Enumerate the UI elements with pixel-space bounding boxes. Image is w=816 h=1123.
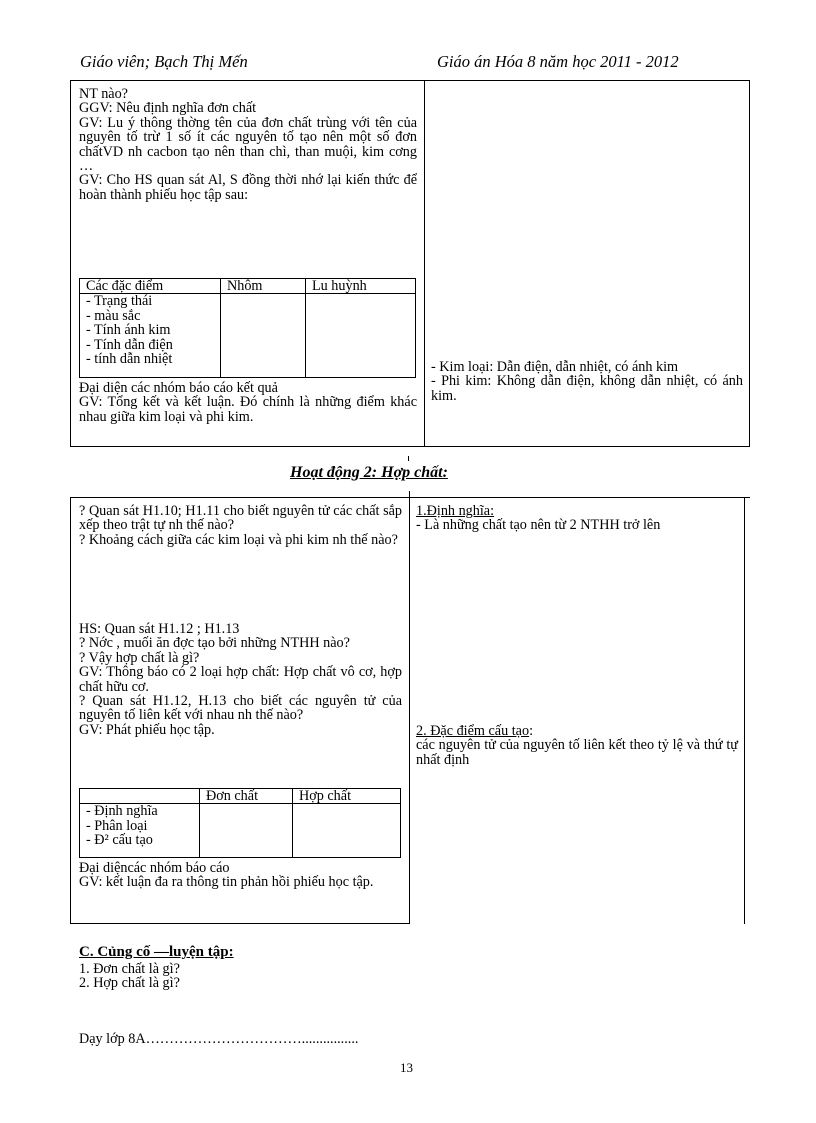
- ws2-criteria-list: [80, 804, 200, 858]
- bottom-left-line: ? Quan sát H1.12, H.13 cho biết các nguyên tử của nguyên tố liên kết với nhau nh thế nào?: [79, 693, 402, 724]
- bottom-left-line: ? Nớc , muối ăn đợc tạo bởi những NTHH nào?: [79, 635, 350, 652]
- section-2-title: Hoạt động 2: Hợp chất:: [290, 464, 448, 481]
- ws1-aluminium-cell: [221, 294, 306, 378]
- bottom-left-line: ? Khoảng cách giữa các kim loại và phi kim nh thế nào?: [79, 531, 398, 548]
- bottom-left-after-line: Đại diệncác nhóm báo cáo: [79, 860, 230, 876]
- bottom-left-after: [79, 861, 402, 890]
- top-left-after: [79, 381, 417, 424]
- ws2-header-element: Đơn chất: [200, 789, 293, 804]
- structure-heading-colon: :: [529, 723, 534, 739]
- class-line: Dạy lớp 8A……………………………................: [79, 1031, 359, 1047]
- bottom-left-cell-a: [79, 504, 402, 547]
- bottom-right-cell-struct: [416, 724, 738, 767]
- bottom-right-border: [744, 497, 745, 924]
- ws1-header-aluminium: Nhôm: [221, 279, 306, 294]
- top-right-line: - Phi kim: Không dẫn điện, không dẫn nhiệt, có ánh kim.: [431, 373, 743, 404]
- header-course: Giáo án Hóa 8 năm học 2011 - 2012: [437, 52, 679, 71]
- ws2-criterion: - Phân loại: [86, 817, 148, 834]
- bottom-left-border: [70, 497, 71, 924]
- section-c-title: C. Củng cố —luyện tập:: [79, 944, 234, 960]
- divider-tick: [408, 456, 409, 461]
- top-right-line: - Kim loại: Dẫn điện, dẫn nhiệt, có ánh kim: [431, 359, 679, 375]
- ws2-compound-cell: [293, 804, 401, 858]
- top-left-line: GV: Cho HS quan sát Al, S đồng thời nhớ lại kiến thức để hoàn thành phiếu học tập sau:: [79, 172, 417, 203]
- ws1-feature: - tính dẫn nhiệt: [86, 351, 173, 368]
- top-left-cell: [79, 87, 417, 202]
- ws1-sulfur-cell: [306, 294, 416, 378]
- worksheet-table-2: [79, 788, 401, 858]
- bottom-left-line: HS: Quan sát H1.12 ; H1.13: [79, 621, 240, 637]
- top-left-after-line: GV: Tổng kết và kết luận. Đó chính là những điểm khác nhau giữa kim loại và phi kim.: [79, 394, 417, 425]
- ws1-feature: - Trạng thái: [86, 293, 153, 310]
- bottom-left-line: ? Vậy hợp chất là gì?: [79, 649, 200, 666]
- bottom-left-cell-b: [79, 622, 402, 737]
- page-number: 13: [400, 1060, 413, 1075]
- ws1-feature: - Tính dẫn điện: [86, 336, 173, 353]
- top-left-line: GGV: Nêu định nghĩa đơn chất: [79, 100, 257, 117]
- bottom-table-top-border: [70, 497, 750, 498]
- top-left-line: NT nào?: [79, 86, 128, 102]
- top-left-line: GV: Lu ý thông thờng tên của đơn chất trùng với tên của nguyên tố trừ 1 số ít các nguyên tố tạo nên một số đơn chấtVD nh cacbon tạo nên than chì, than muội, kim cơng …: [79, 114, 417, 175]
- ws2-criterion: - Định nghĩa: [86, 803, 158, 820]
- structure-text: các nguyên tử của nguyên tố liên kết theo tỷ lệ và thứ tự nhất định: [416, 737, 738, 768]
- top-column-divider: [424, 80, 425, 447]
- section-c-items: [79, 962, 479, 991]
- bottom-left-line: ? Quan sát H1.10; H1.11 cho biết nguyên tử các chất sắp xếp theo trật tự nh thế nào?: [79, 503, 402, 534]
- top-right-cell: [431, 360, 743, 403]
- ws2-header-blank: [80, 789, 200, 804]
- review-question: 2. Hợp chất là gì?: [79, 975, 180, 992]
- ws1-header-sulfur: Lu huỳnh: [306, 279, 416, 294]
- top-left-after-line: Đại diện các nhóm báo cáo kết quả: [79, 380, 278, 396]
- ws2-element-cell: [200, 804, 293, 858]
- ws1-feature: - Tính ánh kim: [86, 322, 171, 339]
- bottom-left-after-line: GV: kết luận đa ra thông tin phản hồi phiếu học tập.: [79, 874, 374, 891]
- ws1-header-features: Các đặc điểm: [80, 279, 221, 294]
- definition-text: - Là những chất tạo nên từ 2 NTHH trở lên: [416, 517, 661, 534]
- ws2-criterion: - Đ² cấu tạo: [86, 832, 153, 849]
- review-question: 1. Đơn chất là gì?: [79, 961, 180, 977]
- bottom-right-cell-def: [416, 504, 738, 533]
- worksheet-table-1: [79, 278, 416, 378]
- header-teacher: Giáo viên; Bạch Thị Mến: [80, 52, 248, 71]
- bottom-left-line: GV: Thông báo có 2 loại hợp chất: Hợp chất vô cơ, hợp chất hữu cơ.: [79, 664, 402, 695]
- bottom-column-divider: [409, 491, 410, 924]
- bottom-left-line: GV: Phát phiếu học tập.: [79, 721, 215, 738]
- bottom-left-cell-bottom-border: [70, 923, 410, 924]
- ws1-feature: - màu sắc: [86, 307, 141, 324]
- ws1-features-list: [80, 294, 221, 378]
- ws2-header-compound: Hợp chất: [293, 789, 401, 804]
- structure-heading: 2. Đặc điểm cấu tạo: [416, 723, 530, 739]
- definition-heading: 1.Định nghĩa:: [416, 503, 495, 519]
